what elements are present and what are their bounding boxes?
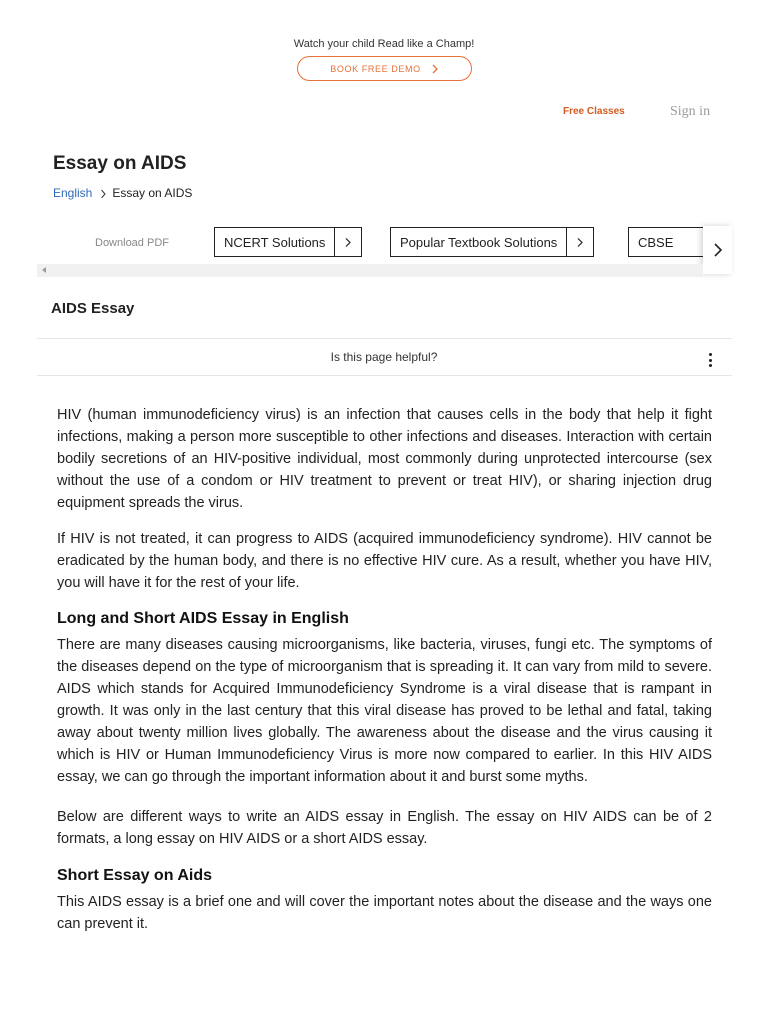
scroll-right-button[interactable] bbox=[703, 226, 732, 274]
chip-label: CBSE bbox=[638, 234, 674, 250]
paragraph-diseases-intro: There are many diseases causing microorganisms, like bacteria, viruses, fungi etc. The symptoms of the diseases depend on the type of microorganism that is spreading it. It can vary from mild to severe. AIDS which stands for Acquired Immunodeficiency Syndrome is a viral disease that is rampant in growth. It was only in the last century that this viral disease has proved to be lethal and fatal, taking away about twenty million lives globally. The awareness about the disease and the virus causing it which is HIV or Human Immunodeficiency Virus is more now compared to earlier. In this HIV AIDS essay, we can go through the important information about it and burst some myths. bbox=[57, 637, 712, 785]
paragraph-hiv-progression: If HIV is not treated, it can progress to AIDS (acquired immunodeficiency syndrome). HIV cannot be eradicated by the human body, and there is no effective HIV cure. As a result, whether you have HIV, you will have it for the rest of your life. bbox=[57, 531, 712, 591]
sign-in-link[interactable]: Sign in bbox=[670, 104, 711, 119]
section-title: AIDS Essay bbox=[51, 300, 135, 317]
horizontal-scrollbar[interactable] bbox=[37, 264, 703, 277]
helpful-prompt: Is this page helpful? bbox=[330, 350, 438, 364]
chip-label: NCERT Solutions bbox=[224, 234, 326, 250]
heading-long-short-essay: Long and Short AIDS Essay in English bbox=[57, 610, 349, 627]
page-title: Essay on AIDS bbox=[53, 153, 187, 174]
divider bbox=[37, 375, 732, 376]
chevron-right-icon bbox=[344, 237, 352, 248]
chip-textbook-chevron-button[interactable] bbox=[566, 228, 593, 256]
chip-popular-textbook-solutions[interactable] bbox=[390, 227, 594, 257]
article-body bbox=[57, 404, 712, 935]
paragraph-hiv-intro: HIV (human immunodeficiency virus) is an infection that causes cells in the body that help it fight infections, making a person more susceptible to other infections and diseases. Interaction with certain bodily secretions of an HIV-positive individual, most commonly during unprotected intercourse (sex without the use of a condom or HIV treatment to prevent or treat HIV), or sharing injection drug equipment spreads the virus. bbox=[57, 407, 712, 511]
chevron-right-icon bbox=[713, 242, 723, 258]
chip-label: Popular Textbook Solutions bbox=[400, 234, 558, 250]
chevron-right-icon bbox=[431, 64, 439, 74]
breadcrumb bbox=[53, 186, 192, 200]
chevron-right-icon bbox=[576, 237, 584, 248]
breadcrumb-current: Essay on AIDS bbox=[112, 186, 193, 200]
download-pdf-link[interactable]: Download PDF bbox=[95, 237, 169, 249]
paragraph-short-essay: This AIDS essay is a brief one and will cover the important notes about the disease and the ways one can prevent it. bbox=[57, 894, 712, 932]
book-free-demo-button[interactable] bbox=[297, 56, 472, 81]
breadcrumb-chevron-icon bbox=[100, 188, 107, 198]
divider bbox=[37, 338, 732, 339]
chip-ncert-solutions[interactable] bbox=[214, 227, 362, 257]
chip-ncert-chevron-button[interactable] bbox=[334, 228, 361, 256]
heading-short-essay: Short Essay on Aids bbox=[57, 867, 212, 884]
breadcrumb-english-link[interactable]: English bbox=[53, 186, 93, 200]
scroll-left-arrow-icon[interactable] bbox=[42, 267, 46, 273]
more-options-icon[interactable] bbox=[707, 353, 713, 367]
free-classes-link[interactable]: Free Classes bbox=[563, 106, 625, 117]
promo-text: Watch your child Read like a Champ! bbox=[293, 38, 475, 50]
book-free-demo-label: BOOK FREE DEMO bbox=[330, 63, 421, 74]
paragraph-essay-formats: Below are different ways to write an AIDS essay in English. The essay on HIV AIDS can be of 2 formats, a long essay on HIV AIDS or a short AIDS essay. bbox=[57, 809, 712, 847]
